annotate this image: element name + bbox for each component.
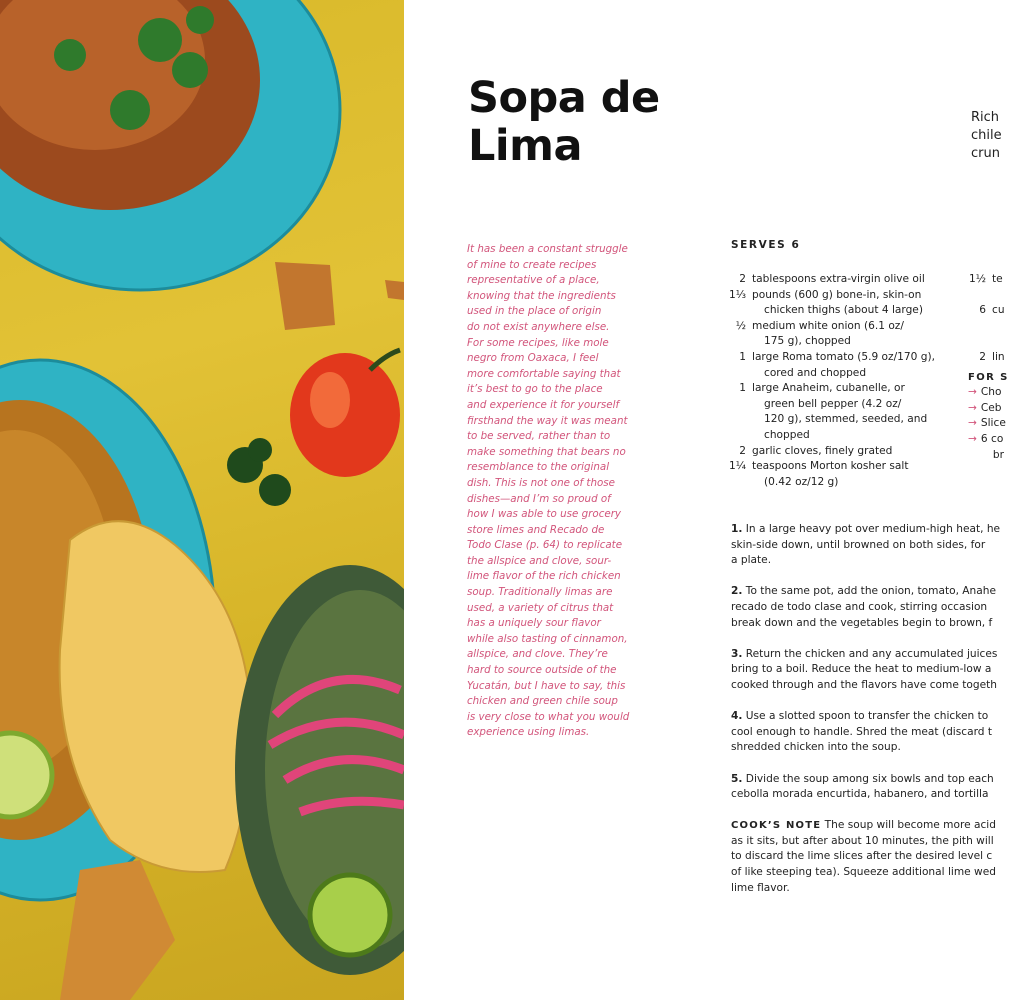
headnote-line: store limes and Recado de xyxy=(467,523,605,536)
ingredient-item xyxy=(724,272,935,288)
ingredient-qty: 2 xyxy=(739,273,746,285)
ingredient-text: chopped xyxy=(764,428,810,441)
ingredients-list xyxy=(724,272,935,490)
step-text: skin-side down, until browned on both sides, for xyxy=(731,538,986,551)
food-photo xyxy=(0,0,404,1000)
ingredient-text: garlic cloves, finely grated xyxy=(752,444,893,457)
step-number: 1. xyxy=(731,523,743,535)
arrow-icon: → xyxy=(968,386,977,399)
headnote-line: firsthand the way it was meant xyxy=(467,414,628,427)
ingredient-item xyxy=(968,319,1009,335)
ingredient-item xyxy=(724,381,935,443)
step-2 xyxy=(731,584,1011,631)
step-number: 3. xyxy=(731,647,743,660)
ingredient-text: 175 g), chopped xyxy=(764,335,851,348)
ingredient-qty: 2 xyxy=(979,350,986,363)
headnote-line: used in the place of origin xyxy=(467,305,602,318)
step-text: recado de todo clase and cook, stirring occasion xyxy=(731,600,988,613)
step-text: bring to a boil. Reduce the heat to medium-low a xyxy=(731,663,992,676)
cooks-note xyxy=(731,818,1011,896)
ingredient-qty: 1⅓ xyxy=(728,288,746,301)
ingredient-item xyxy=(724,319,935,350)
recipe-page xyxy=(404,0,1009,1000)
headnote-line: dishes—and I’m so proud of xyxy=(467,492,611,505)
serving-text: 6 co xyxy=(980,432,1004,445)
lime-wedge xyxy=(310,875,390,955)
headnote-line: hard to source outside of the xyxy=(467,664,617,677)
headnote-line: negro from Oaxaca, I feel xyxy=(467,352,599,365)
arrow-icon: → xyxy=(968,401,977,414)
serving-text: Ceb xyxy=(980,401,1002,414)
headnote-line: knowing that the ingredients xyxy=(467,289,616,302)
serving-text: br xyxy=(992,448,1004,461)
recipe-title: Sopa de Lima xyxy=(468,73,660,171)
cooks-note-text: of like steeping tea). Squeeze additional lime wed xyxy=(731,866,996,879)
serving-text: Slice xyxy=(980,417,1006,430)
recipe-headnote xyxy=(467,242,639,741)
headnote-line: Yucatán, but I have to say, this xyxy=(467,679,626,692)
headnote-line: lime flavor of the rich chicken xyxy=(467,570,621,583)
step-text: shredded chicken into the soup. xyxy=(731,741,901,754)
step-text: In a large heavy pot over medium-high heat, he xyxy=(745,523,1001,535)
ingredient-text: lin xyxy=(992,350,1005,363)
step-text: cooked through and the flavors have come togeth xyxy=(731,678,997,691)
ingredient-text: medium white onion (6.1 oz/ xyxy=(752,319,904,332)
step-text: Use a slotted spoon to transfer the chicken to xyxy=(745,710,989,723)
tagline-line: crun xyxy=(971,146,1000,161)
serves-heading: SERVES 6 xyxy=(731,239,801,251)
arrow-icon: → xyxy=(968,417,977,430)
ingredient-text: (0.42 oz/12 g) xyxy=(764,475,839,488)
serving-item xyxy=(968,416,1009,432)
ingredient-qty xyxy=(968,319,992,335)
cooks-note-text: The soup will become more acid xyxy=(824,819,996,832)
ingredient-text: tablespoons extra-virgin olive oil xyxy=(752,273,925,285)
headnote-line: has a uniquely sour flavor xyxy=(467,617,601,630)
ingredient-text: chicken thighs (about 4 large) xyxy=(764,304,923,317)
ingredient-item xyxy=(968,288,1009,304)
step-number: 4. xyxy=(731,710,743,723)
cilantro-leaf xyxy=(227,438,291,506)
ingredient-item xyxy=(724,444,935,460)
step-3 xyxy=(731,647,1011,694)
headnote-line: while also tasting of cinnamon, xyxy=(467,632,628,645)
headnote-line: For some recipes, like mole xyxy=(467,336,609,349)
headnote-line: to be served, rather than to xyxy=(467,430,611,443)
step-1 xyxy=(731,522,1011,569)
headnote-line: make something that bears no xyxy=(467,445,626,458)
ingredient-item xyxy=(724,459,935,490)
ingredient-qty: 1¼ xyxy=(728,460,746,473)
serving-item xyxy=(968,432,1009,463)
ingredient-text: cored and chopped xyxy=(764,366,867,379)
headnote-line: experience using limas. xyxy=(467,726,590,739)
cooks-note-text: lime flavor. xyxy=(731,881,790,894)
headnote-line: and experience it for yourself xyxy=(467,398,620,411)
ingredient-qty: 1 xyxy=(739,382,746,395)
serving-item xyxy=(968,401,1009,417)
ingredient-item xyxy=(724,350,935,381)
ingredient-qty xyxy=(968,288,992,304)
chip-fragment xyxy=(275,262,335,330)
cooks-note-heading: COOK’S NOTE xyxy=(731,820,822,832)
headnote-line: Todo Clase (p. 64) to replicate xyxy=(467,539,623,552)
cooks-note-text: as it sits, but after about 10 minutes, the pith will xyxy=(731,834,994,847)
recipe-tagline xyxy=(971,109,1031,163)
headnote-line: representative of a place, xyxy=(467,274,600,287)
headnote-line: resemblance to the original xyxy=(467,461,610,474)
step-text: Divide the soup among six bowls and top each xyxy=(745,772,994,785)
ingredient-item xyxy=(968,334,1009,350)
step-number: 2. xyxy=(731,585,743,598)
headnote-line: of mine to create recipes xyxy=(467,258,597,271)
cooks-note-text: to discard the lime slices after the desired level c xyxy=(731,850,993,863)
step-text: cebolla morada encurtida, habanero, and tortilla xyxy=(731,788,989,801)
ingredient-qty: 1 xyxy=(739,350,746,363)
step-4 xyxy=(731,709,1011,756)
headnote-line: used, a variety of citrus that xyxy=(467,601,614,614)
step-text: break down and the vegetables begin to brown, f xyxy=(731,616,993,629)
ingredient-qty: 2 xyxy=(739,444,746,457)
ingredient-text: cu xyxy=(992,304,1005,317)
ingredient-item xyxy=(968,303,1009,319)
ingredient-text: te xyxy=(992,273,1003,285)
ingredient-item xyxy=(968,272,1009,288)
ingredient-item xyxy=(724,288,935,319)
step-text: To the same pot, add the onion, tomato, Anahe xyxy=(745,585,996,598)
headnote-line: it’s best to go to the place xyxy=(467,383,603,396)
ingredient-text: large Roma tomato (5.9 oz/170 g), xyxy=(752,350,935,363)
step-text: a plate. xyxy=(731,554,772,567)
ingredient-text: green bell pepper (4.2 oz/ xyxy=(764,397,902,410)
ingredient-qty: 6 xyxy=(979,304,986,317)
ingredient-text: pounds (600 g) bone-in, skin-on xyxy=(752,288,922,301)
ingredient-qty: 1½ xyxy=(968,273,986,285)
ingredient-text: teaspoons Morton kosher salt xyxy=(752,460,909,473)
tagline-line: chile xyxy=(971,128,1002,143)
headnote-line: more comfortable saying that xyxy=(467,367,621,380)
headnote-line: dish. This is not one of those xyxy=(467,476,615,489)
recipe-steps xyxy=(731,522,1011,912)
tagline-line: Rich xyxy=(971,110,1000,125)
food-photo-illustration xyxy=(0,0,404,1000)
ingredient-item xyxy=(968,350,1009,366)
arrow-icon: → xyxy=(968,432,977,445)
headnote-line: It has been a constant struggle xyxy=(467,243,628,255)
step-5 xyxy=(731,772,1011,803)
for-serving-heading: FOR S xyxy=(968,371,1009,383)
ingredient-qty: ½ xyxy=(735,319,746,332)
ingredient-qty xyxy=(968,334,992,350)
headnote-line: how I was able to use grocery xyxy=(467,508,622,521)
headnote-line: the allspice and clove, sour- xyxy=(467,554,612,567)
serving-item xyxy=(968,385,1009,401)
serving-text: Cho xyxy=(980,386,1002,399)
headnote-line: allspice, and clove. They’re xyxy=(467,648,608,661)
step-number: 5. xyxy=(731,772,743,785)
headnote-line: soup. Traditionally limas are xyxy=(467,586,613,599)
headnote-line: chicken and green chile soup xyxy=(467,695,618,708)
ingredients-list-2 xyxy=(968,272,1009,463)
headnote-line: is very close to what you would xyxy=(467,710,630,723)
ingredient-text: 120 g), stemmed, seeded, and xyxy=(764,413,928,426)
step-text: cool enough to handle. Shred the meat (discard t xyxy=(731,725,993,738)
step-text: Return the chicken and any accumulated juices xyxy=(745,647,998,660)
headnote-line: do not exist anywhere else. xyxy=(467,320,610,333)
ingredient-text: large Anaheim, cubanelle, or xyxy=(752,382,905,395)
